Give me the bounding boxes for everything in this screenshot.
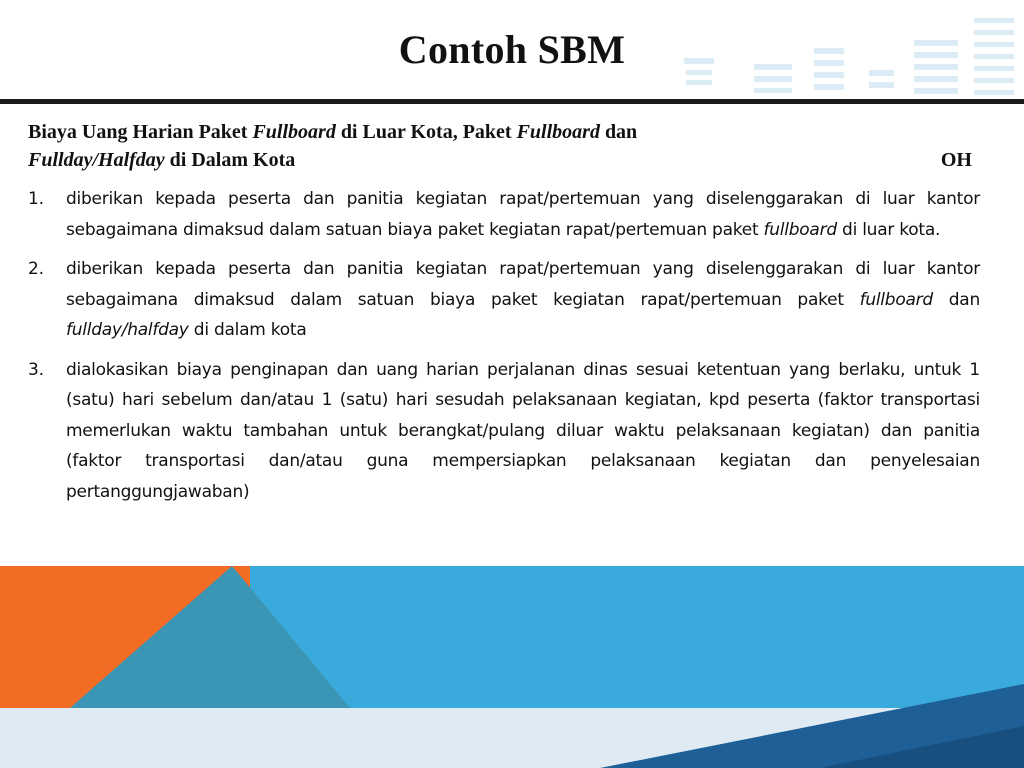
subtitle-tag: OH xyxy=(940,149,972,171)
subtitle-part4: di Dalam Kota xyxy=(164,149,296,171)
list-number: 3. xyxy=(28,359,44,380)
footer-decoration xyxy=(0,566,1024,768)
slide-title: Contoh SBM xyxy=(398,27,626,72)
list-text: diberikan kepada peserta dan panitia kegiatan rapat/pertemuan yang diselenggarakan di luar kantor sebagaimana dimaksud dalam satuan biaya paket kegiatan rapat/pertemuan paket xyxy=(66,259,980,310)
subtitle-part2: di Luar Kota, Paket xyxy=(335,121,517,143)
list-italic: fullday/halfday xyxy=(66,320,189,340)
list-text: dan xyxy=(932,289,980,310)
list-text: diberikan kepada peserta dan panitia kegiatan rapat/pertemuan yang diselenggarakan di luar kantor sebagaimana dimaksud dalam satuan biaya paket kegiatan rapat/pertemuan paket xyxy=(66,189,980,240)
list-text: di luar kota. xyxy=(836,219,941,240)
list-italic: fullboard xyxy=(763,219,837,240)
subtitle-italic2: Fullboard xyxy=(516,121,600,143)
subtitle-part3: dan xyxy=(599,121,638,143)
subtitle-part1: Biaya Uang Harian Paket xyxy=(28,121,253,143)
title-divider xyxy=(0,99,1024,104)
subtitle-italic1: Fullboard xyxy=(252,121,336,143)
list-italic: fullboard xyxy=(859,289,933,310)
list-item xyxy=(28,355,980,508)
list-number: 1. xyxy=(28,189,44,209)
list-item xyxy=(28,254,980,346)
list-text: di dalam kota xyxy=(188,320,307,340)
list-item xyxy=(28,184,980,245)
list-number: 2. xyxy=(28,259,44,279)
numbered-list xyxy=(28,184,980,507)
slide-body xyxy=(28,118,980,516)
subtitle-italic3: Fullday/Halfday xyxy=(28,149,165,171)
list-text: dialokasikan biaya penginapan dan uang harian perjalanan dinas sesuai ketentuan yang berlaku, untuk 1 (satu) hari sebelum dan/atau 1 (satu) hari sesudah pelaksanaan kegiatan, kpd peserta (faktor transportasi memerlukan waktu tambahan untuk berangkat/pulang diluar waktu pelaksanaan kegiatan) dan panitia (faktor transportasi dan/atau guna mempersiapkan pelaksanaan kegiatan dan penyelesaian pertanggungjawaban) xyxy=(66,359,980,502)
slide-subtitle xyxy=(28,118,980,174)
